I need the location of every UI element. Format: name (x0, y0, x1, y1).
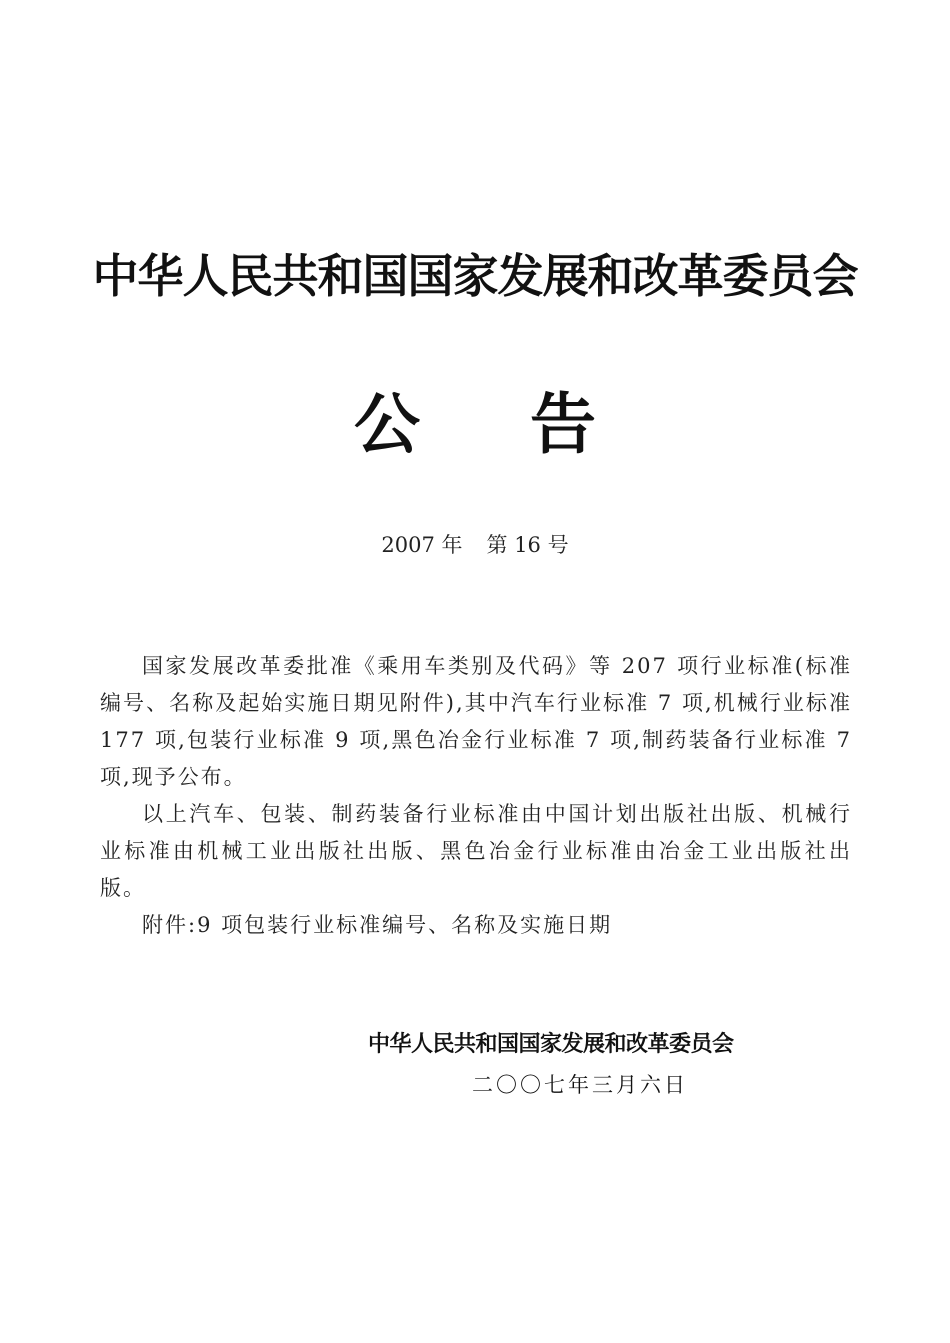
doc-number (0, 530, 950, 560)
doc-type-heading (0, 385, 950, 465)
body-paragraph-1: 国家发展改革委批准《乘用车类别及代码》等 207 项行业标准(标准编号、名称及起始实施日期见附件),其中汽车行业标准 7 项,机械行业标准 177 项,包装行业标准 9 项,黑色冶金行业标准 7 项,制药装备行业标准 7 项,现予公布。 (100, 654, 852, 789)
announcement-body (100, 648, 852, 944)
issuer-title: 中华人民共和国国家发展和改革委员会 (92, 249, 858, 303)
doc-type-char-1: 公 (354, 386, 420, 463)
doc-type-char-2: 告 (530, 386, 596, 463)
signature-date: 二〇〇七年三月六日 (472, 1073, 688, 1097)
doc-number-issue: 第 16 号 (486, 533, 569, 557)
attachment-line: 附件:9 项包装行业标准编号、名称及实施日期 (142, 913, 613, 937)
doc-number-year: 2007 年 (381, 533, 463, 557)
signature-block (368, 1030, 848, 1100)
signature-organization: 中华人民共和国国家发展和改革委员会 (368, 1032, 734, 1057)
body-paragraph-2: 以上汽车、包装、制药装备行业标准由中国计划出版社出版、机械行业标准由机械工业出版社出版、黑色冶金行业标准由冶金工业出版社出版。 (100, 802, 852, 900)
